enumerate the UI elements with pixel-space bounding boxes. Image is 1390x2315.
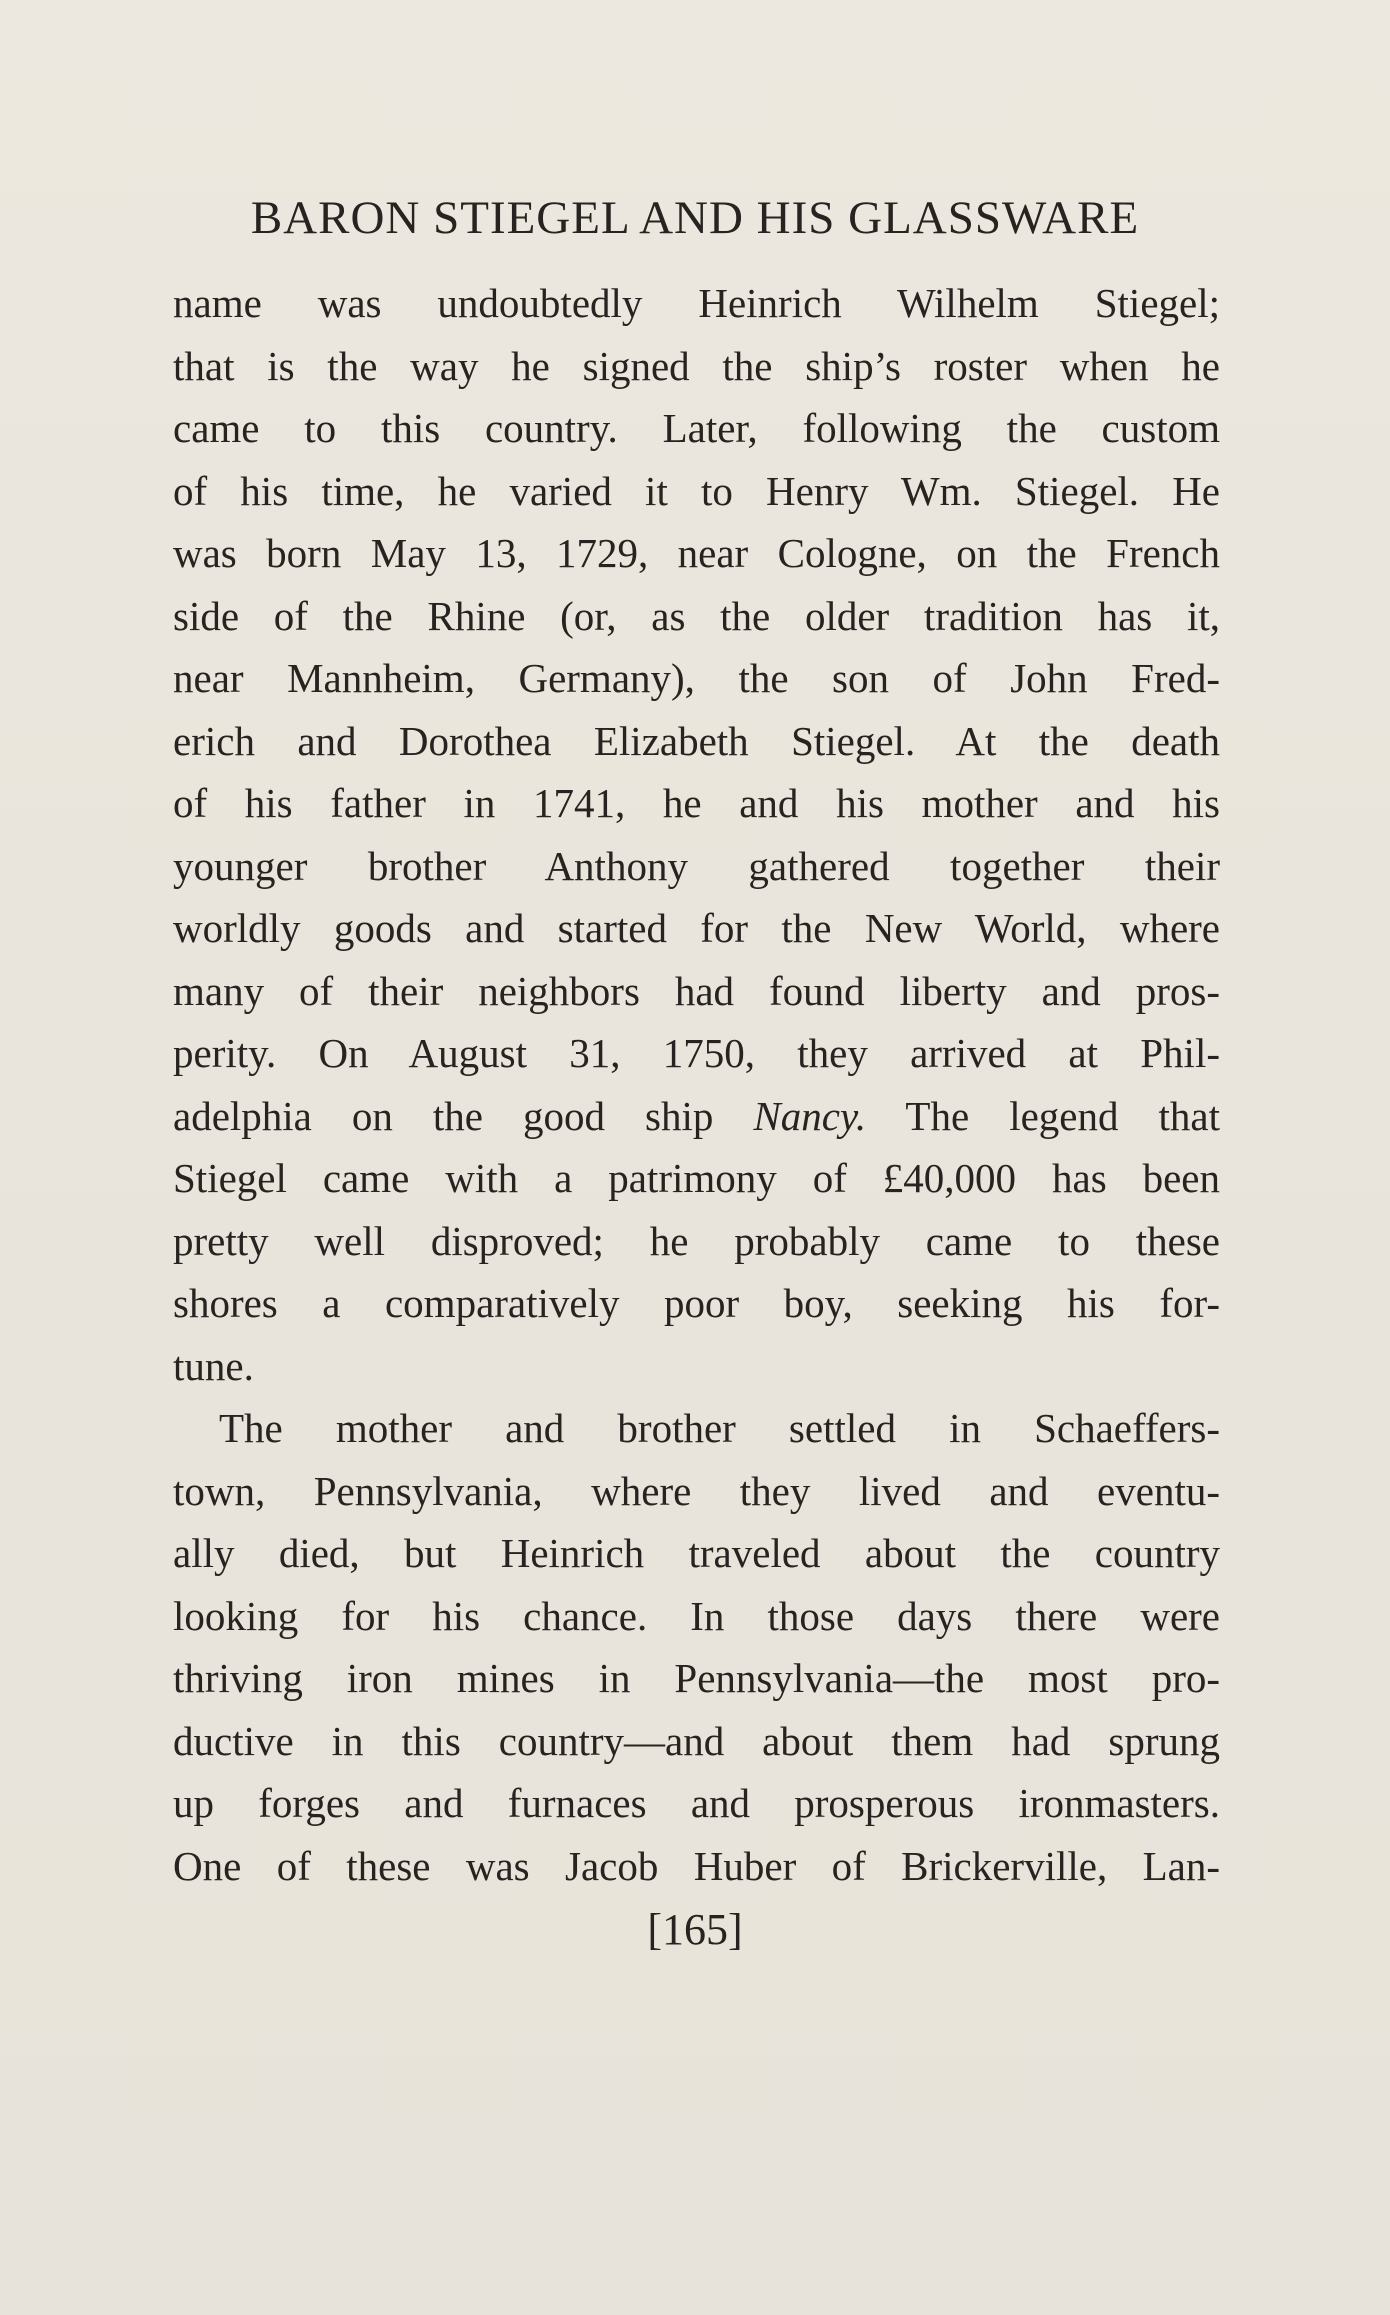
text-line: up forges and furnaces and prosperous ironmasters. (173, 1780, 1220, 1826)
text-line: erich and Dorothea Elizabeth Stiegel. At the death (173, 717, 1220, 764)
text-line: Stiegel came with a patrimony of £40,000 has been (173, 1155, 1220, 1201)
text-line: pretty well disproved; he probably came to these (173, 1217, 1220, 1264)
page-number: [165] (647, 1905, 743, 1954)
text-line: that is the way he signed the ship’s roster when he (173, 342, 1220, 389)
text-line: ductive in this country—and about them had sprung (173, 1717, 1220, 1764)
text-line: near Mannheim, Germany), the son of John Fred- (173, 655, 1220, 701)
text-line: of his time, he varied it to Henry Wm. Stiegel. He (173, 467, 1220, 514)
text-line: tune. (173, 1342, 254, 1389)
text-line: side of the Rhine (or, as the older tradition has it, (173, 592, 1220, 639)
text-line: many of their neighbors had found liberty and pros- (173, 967, 1220, 1014)
text-line: town, Pennsylvania, where they lived and eventu- (173, 1467, 1220, 1514)
text-line: The mother and brother settled in Schaeffers- (219, 1405, 1220, 1451)
text-line: ally died, but Heinrich traveled about the country (173, 1530, 1220, 1576)
text-line: of his father in 1741, he and his mother and his (173, 780, 1220, 826)
text-line: younger brother Anthony gathered together their (173, 842, 1220, 889)
text-line: came to this country. Later, following the custom (173, 405, 1220, 451)
ship-name: Nancy. (753, 1092, 867, 1139)
text-line: perity. On August 31, 1750, they arrived at Phil- (173, 1030, 1220, 1076)
text-line: shores a comparatively poor boy, seeking his for- (173, 1280, 1220, 1326)
text-line: thriving iron mines in Pennsylvania—the most pro- (173, 1655, 1220, 1701)
paragraph-1 (173, 272, 1220, 1397)
body-text (173, 272, 1220, 1897)
running-head: BARON STIEGEL AND HIS GLASSWARE (250, 192, 1140, 244)
text-line: was born May 13, 1729, near Cologne, on the French (173, 530, 1220, 576)
text-line: looking for his chance. In those days there were (173, 1592, 1220, 1639)
text-line: name was undoubtedly Heinrich Wilhelm Stiegel; (173, 280, 1220, 326)
text-line: worldly goods and started for the New World, where (173, 905, 1220, 951)
paragraph-2 (173, 1397, 1220, 1897)
text-segment: The legend that (866, 1092, 1220, 1139)
text-segment: adelphia on the good ship (173, 1092, 754, 1139)
text-line: One of these was Jacob Huber of Brickerville, Lan- (173, 1842, 1220, 1889)
text-line-with-ship-name (173, 1085, 1220, 1148)
